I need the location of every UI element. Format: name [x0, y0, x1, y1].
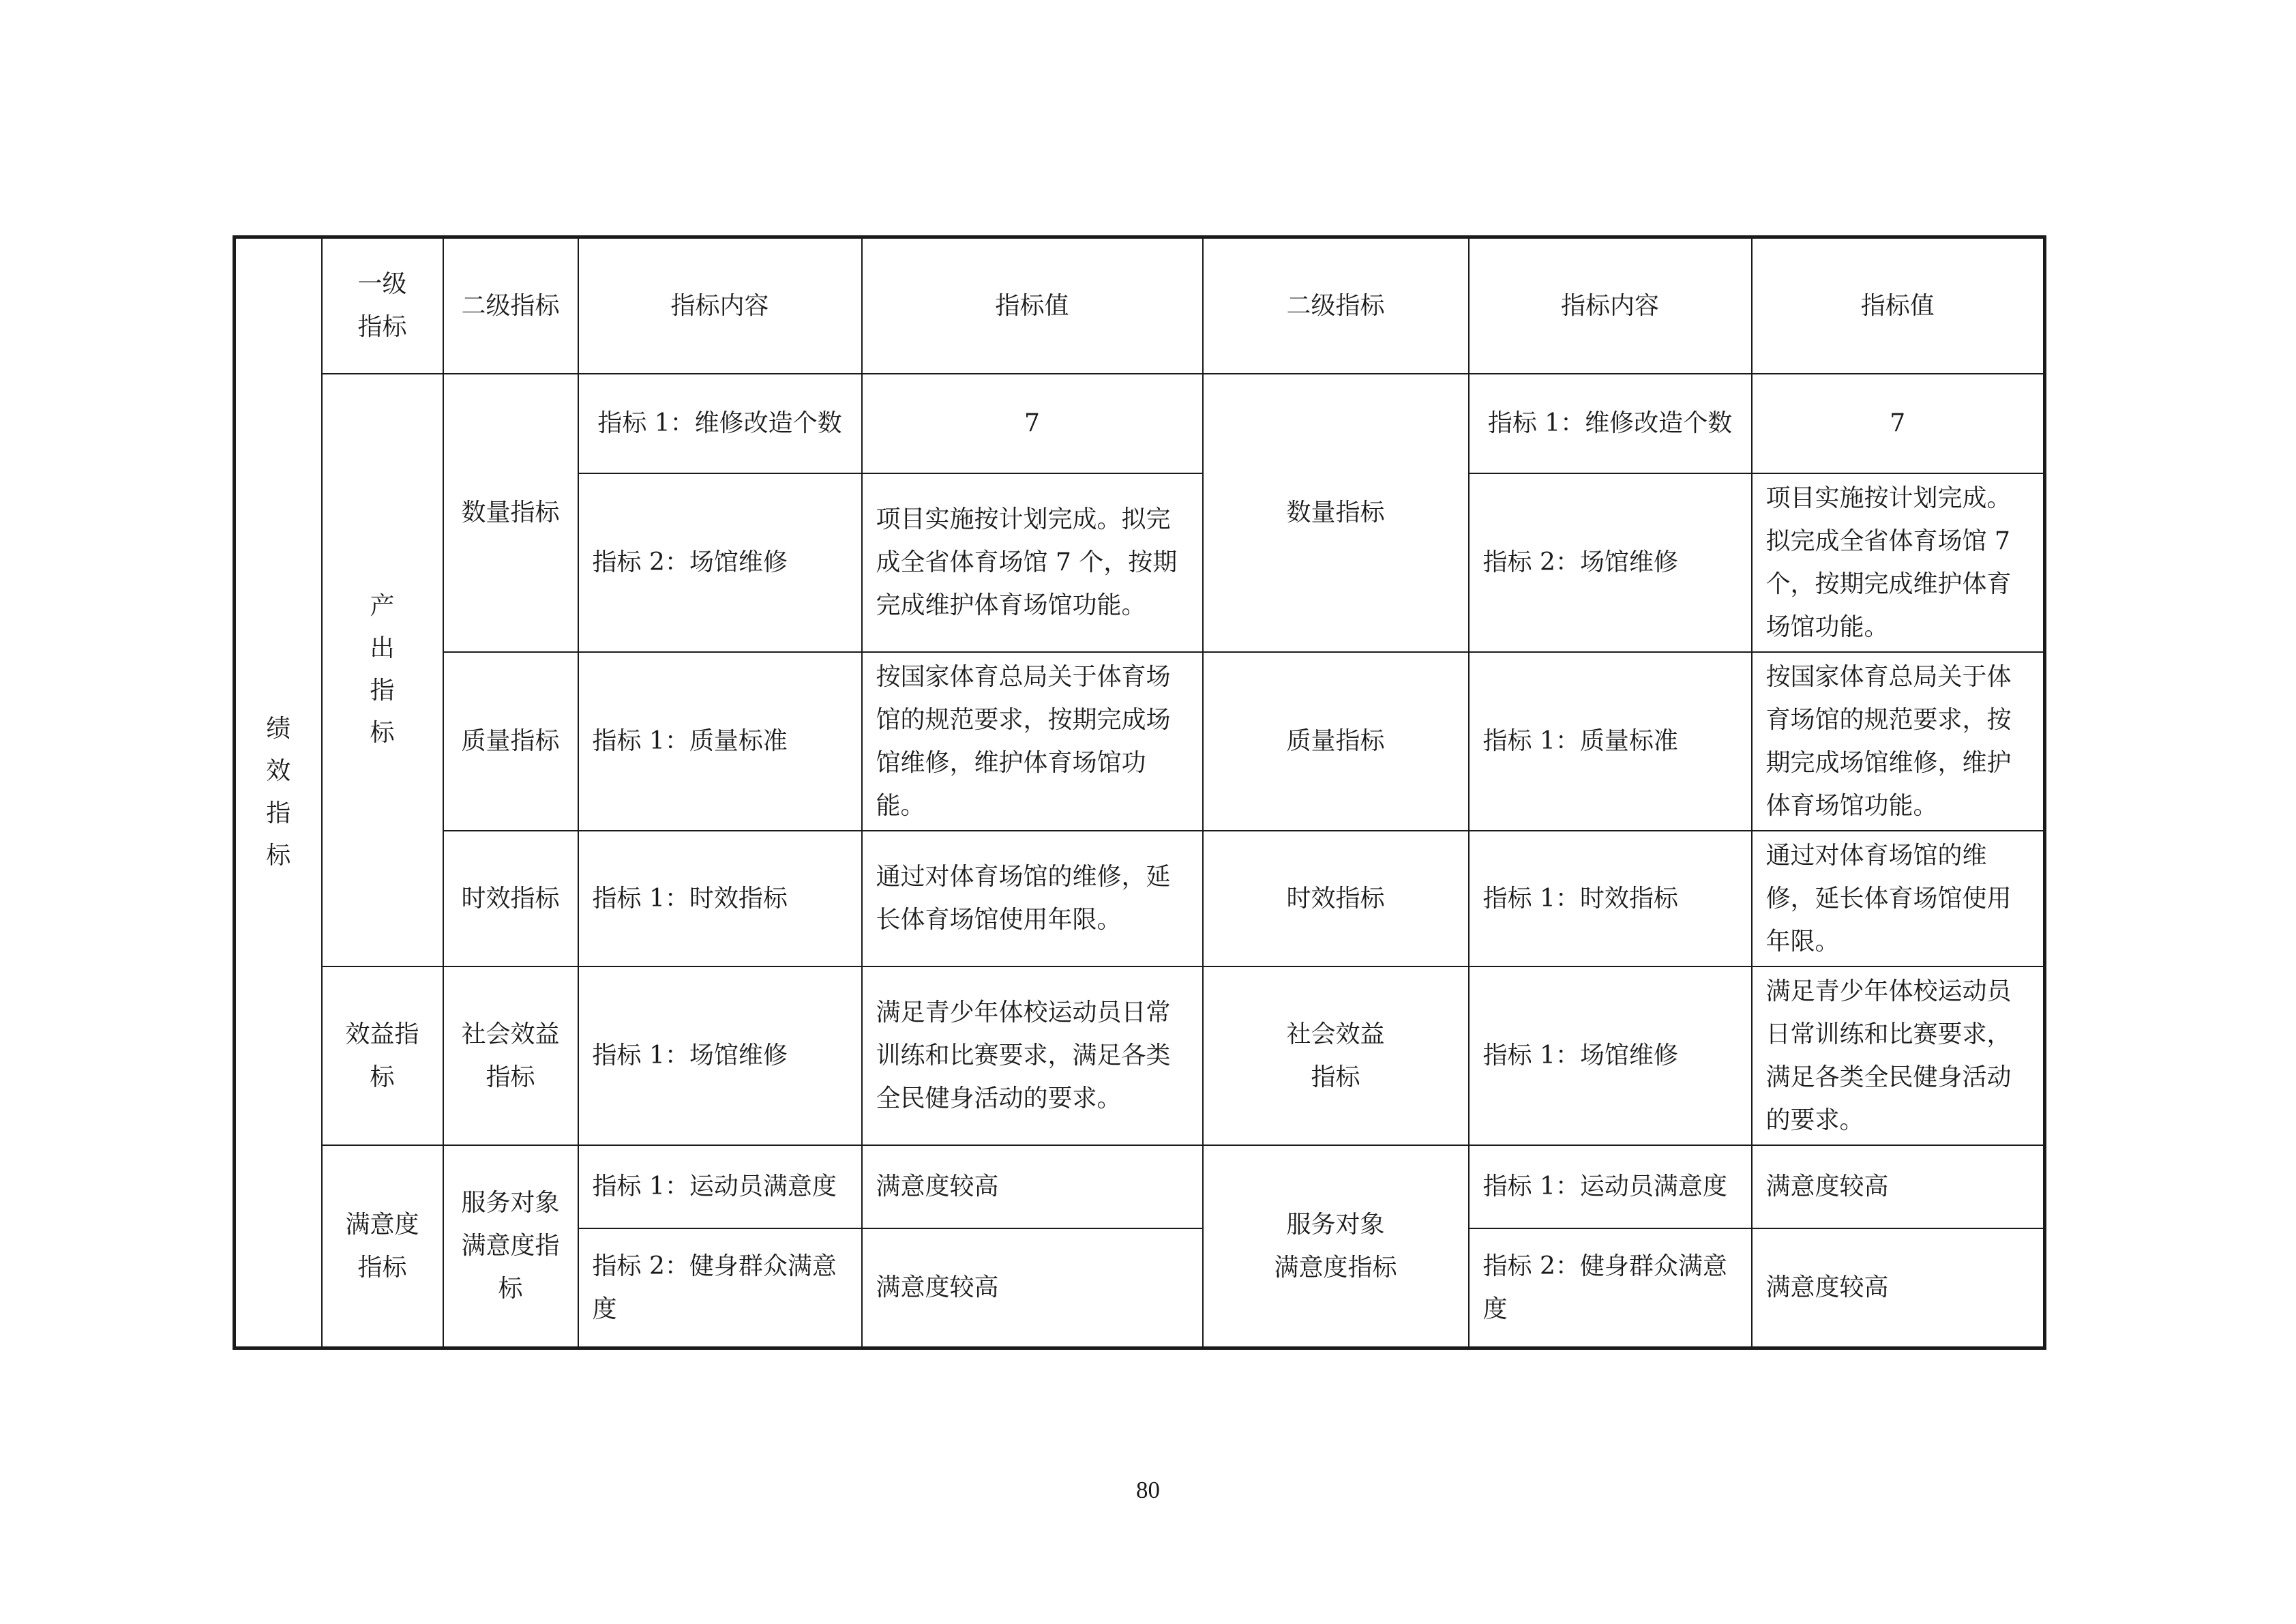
header-level2: 二级指标: [443, 237, 578, 374]
timeliness-value-b: 通过对体育场馆的维修，延长体育场馆使用年限。: [1752, 831, 2045, 966]
header-content: 指标内容: [578, 237, 862, 374]
benefit-level2: 社会效益 指标: [443, 966, 578, 1145]
header-level2-b: 二级指标: [1203, 237, 1469, 374]
quality-content-b: 指标 1：质量标准: [1469, 652, 1752, 831]
timeliness-level2: 时效指标: [443, 831, 578, 966]
group-label-performance: 绩 效 指 标: [235, 237, 322, 1348]
satisfaction-level2: 服务对象 满意度指 标: [443, 1145, 578, 1348]
header-content-b: 指标内容: [1469, 237, 1752, 374]
header-row: [235, 237, 2045, 374]
satisfaction-row2-value: 满意度较高: [862, 1228, 1203, 1348]
quantity-row2-value-b: 项目实施按计划完成。拟完成全省体育场馆 7 个，按期完成维护体育场馆功能。: [1752, 473, 2045, 652]
timeliness-level2-b: 时效指标: [1203, 831, 1469, 966]
satisfaction-row2-content-b: 指标 2：健身群众满意度: [1469, 1228, 1752, 1348]
quality-value-b: 按国家体育总局关于体育场馆的规范要求，按期完成场馆维修，维护体育场馆功能。: [1752, 652, 2045, 831]
benefit-content: 指标 1：场馆维修: [578, 966, 862, 1145]
benefit-value-b: 满足青少年体校运动员日常训练和比赛要求，满足各类全民健身活动的要求。: [1752, 966, 2045, 1145]
table-row: [235, 374, 2045, 473]
quantity-level2: 数量指标: [443, 374, 578, 652]
timeliness-content: 指标 1：时效指标: [578, 831, 862, 966]
satisfaction-row2-value-b: 满意度较高: [1752, 1228, 2045, 1348]
quantity-row2-content: 指标 2：场馆维修: [578, 473, 862, 652]
quantity-row1-value: 7: [862, 374, 1203, 473]
satisfaction-row2-content: 指标 2：健身群众满意度: [578, 1228, 862, 1348]
timeliness-content-b: 指标 1：时效指标: [1469, 831, 1752, 966]
satisfaction-row1-value: 满意度较高: [862, 1145, 1203, 1228]
satisfaction-row1-value-b: 满意度较高: [1752, 1145, 2045, 1228]
quantity-row1-value-b: 7: [1752, 374, 2045, 473]
satisfaction-level2-b: 服务对象 满意度指标: [1203, 1145, 1469, 1348]
satisfaction-row1-content-b: 指标 1：运动员满意度: [1469, 1145, 1752, 1228]
satisfaction-row1-content: 指标 1：运动员满意度: [578, 1145, 862, 1228]
quality-content: 指标 1：质量标准: [578, 652, 862, 831]
table-row: [235, 1145, 2045, 1228]
quantity-row2-value: 项目实施按计划完成。拟完成全省体育场馆 7 个，按期完成维护体育场馆功能。: [862, 473, 1203, 652]
quantity-row1-content-b: 指标 1：维修改造个数: [1469, 374, 1752, 473]
benefit-level1: 效益指 标: [322, 966, 443, 1145]
table-row: [235, 652, 2045, 831]
benefit-level2-b: 社会效益 指标: [1203, 966, 1469, 1145]
benefit-value: 满足青少年体校运动员日常训练和比赛要求，满足各类全民健身活动的要求。: [862, 966, 1203, 1145]
output-indicator-label: 产 出 指 标: [322, 374, 443, 966]
quantity-row1-content: 指标 1：维修改造个数: [578, 374, 862, 473]
quality-level2-b: 质量指标: [1203, 652, 1469, 831]
table-row: [235, 966, 2045, 1145]
timeliness-value: 通过对体育场馆的维修，延长体育场馆使用年限。: [862, 831, 1203, 966]
header-value-b: 指标值: [1752, 237, 2045, 374]
quantity-row2-content-b: 指标 2：场馆维修: [1469, 473, 1752, 652]
header-value: 指标值: [862, 237, 1203, 374]
table-row: [235, 831, 2045, 966]
quality-value: 按国家体育总局关于体育场馆的规范要求，按期完成场馆维修，维护体育场馆功能。: [862, 652, 1203, 831]
header-level1: 一级 指标: [322, 237, 443, 374]
benefit-content-b: 指标 1：场馆维修: [1469, 966, 1752, 1145]
quantity-level2-b: 数量指标: [1203, 374, 1469, 652]
quality-level2: 质量指标: [443, 652, 578, 831]
page-number: 80: [1136, 1477, 1160, 1503]
performance-indicator-table: [233, 235, 2046, 1350]
satisfaction-level1: 满意度 指标: [322, 1145, 443, 1348]
